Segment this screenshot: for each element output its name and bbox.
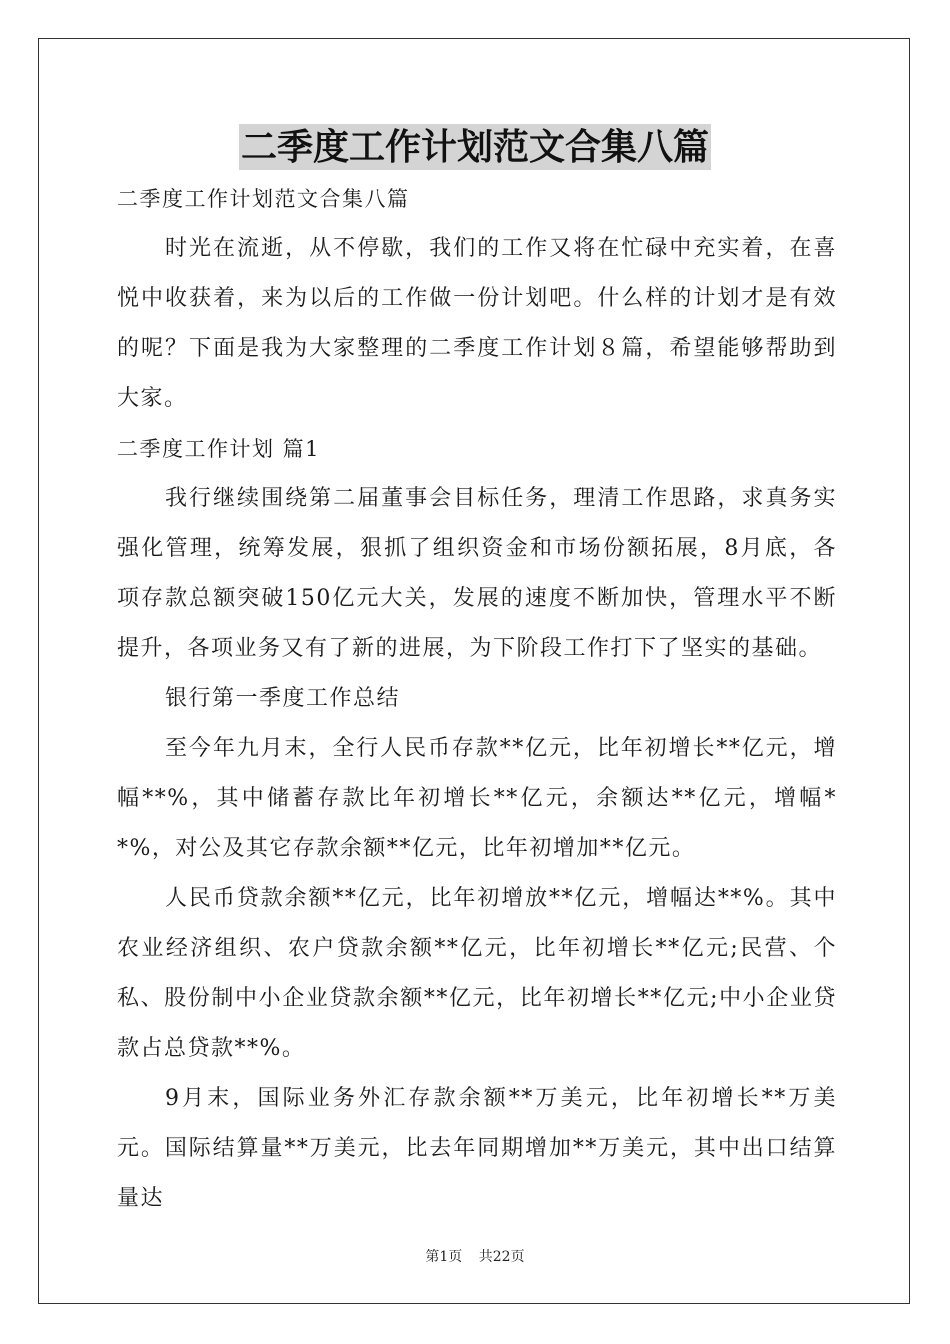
paragraph-0: 二季度工作计划范文合集八篇 <box>117 187 410 211</box>
page-footer <box>0 1246 950 1266</box>
paragraph-1: 时光在流逝，从不停歇，我们的工作又将在忙碌中充实着，在喜悦中收获着，来为以后的工作做一份计划吧。什么样的计划才是有效的呢？下面是我为大家整理的二季度工作计划８篇，希望能够帮助到大家。 <box>117 236 837 411</box>
paragraph-2: 二季度工作计划 篇1 <box>117 437 321 461</box>
document-title-text: 二季度工作计划范文合集八篇 <box>240 126 709 168</box>
paragraph-6: 人民币贷款余额**亿元，比年初增放**亿元，增幅达**%。其中农业经济组织、农户贷款余额**亿元，比年初增长**亿元;民营、个私、股份制中小企业贷款余额**亿元，比年初增长**亿元;中小企业贷款占总贷款**%。 <box>117 886 837 1061</box>
document-title <box>0 124 950 170</box>
paragraph-3: 我行继续围绕第二届董事会目标任务，理清工作思路，求真务实强化管理，统筹发展，狠抓了组织资金和市场份额拓展，8月底，各项存款总额突破150亿元大关，发展的速度不断加快，管理水平不断提升，各项业务又有了新的进展，为下阶段工作打下了坚实的基础。 <box>117 486 837 661</box>
page-number: 第1页 <box>425 1249 463 1265</box>
paragraph-7: 9月末，国际业务外汇存款余额**万美元，比年初增长**万美元。国际结算量**万美元，比去年同期增加**万美元，其中出口结算量达 <box>117 1086 837 1211</box>
page-total: 共22页 <box>478 1249 525 1265</box>
paragraph-4: 银行第一季度工作总结 <box>165 686 401 711</box>
paragraph-5: 至今年九月末，全行人民币存款**亿元，比年初增长**亿元，增幅**%，其中储蓄存款比年初增长**亿元，余额达**亿元，增幅**%，对公及其它存款余额**亿元，比年初增加**亿元。 <box>117 736 837 861</box>
document-body <box>117 174 837 1224</box>
